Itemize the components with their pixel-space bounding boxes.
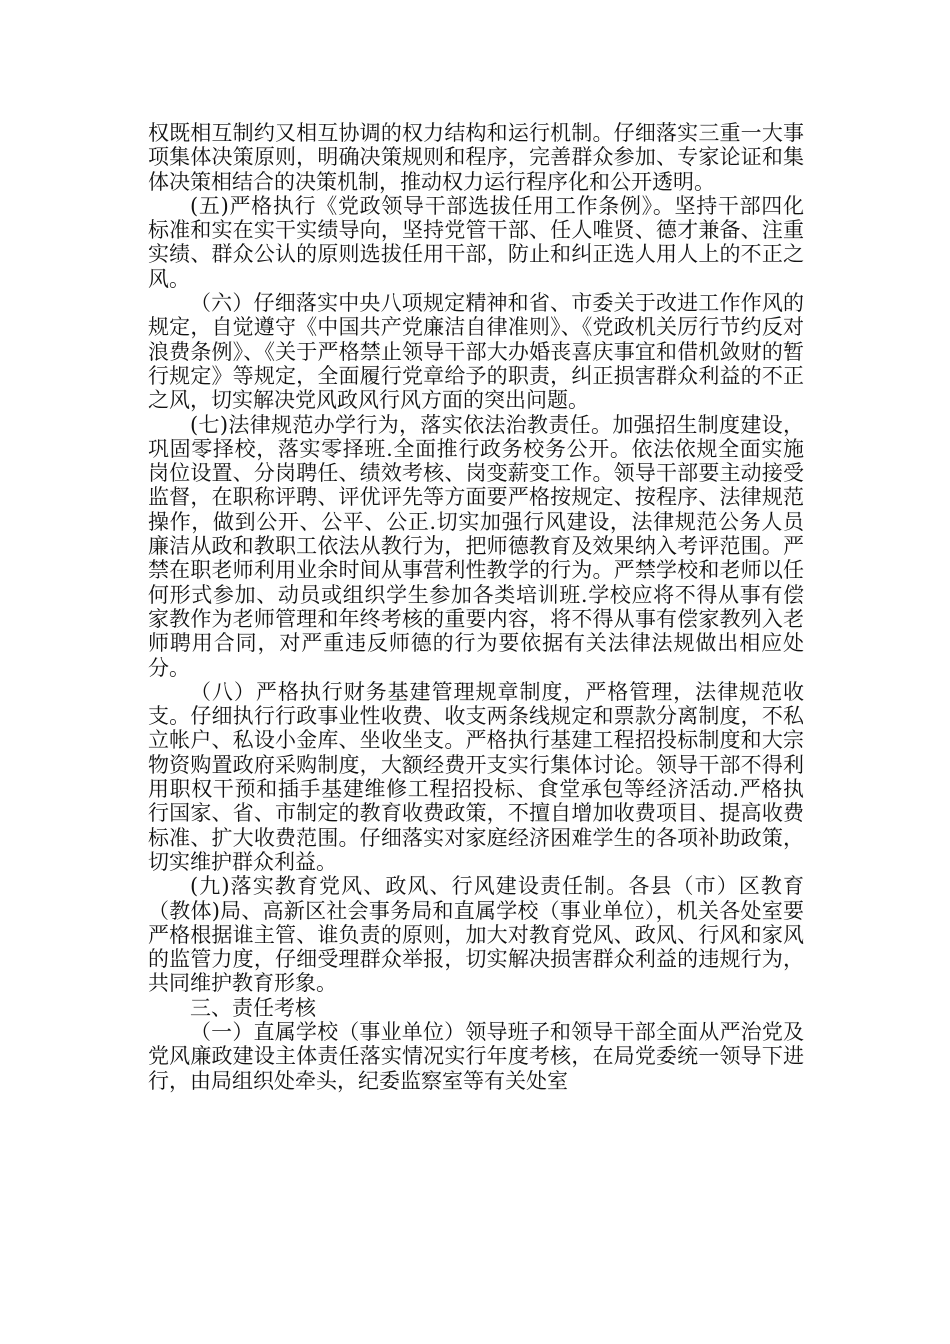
paragraph-power-structure: 权既相互制约又相互协调的权力结构和运行机制。仔细落实三重一大事项集体决策原则，明确决策规则和程序，完善群众参加、专家论证和集体决策相结合的决策机制，推动权力运行程序化和公开透明。 [148, 121, 804, 194]
paragraph-item-9: (九)落实教育党风、政风、行风建设责任制。各县（市）区教育（教体)局、高新区社会事务局和直属学校（事业单位），机关各处室要严格根据谁主管、谁负责的原则，加大对教育党风、政风、行风和家风的监管力度，仔细受理群众举报，切实解决损害群众利益的违规行为，共同维护教育形象。 [148, 874, 804, 996]
paragraph-item-7: (七)法律规范办学行为，落实依法治教责任。加强招生制度建设，巩固零择校，落实零择班.全面推行政务校务公开。依法依规全面实施岗位设置、分岗聘任、绩效考核、岗变薪变工作。领导干部要主动接受监督，在职称评聘、评优评先等方面要严格按规定、按程序、法律规范操作，做到公开、公平、公正.切实加强行风建设，法律规范公务人员廉洁从政和教职工依法从教行为，把师德教育及效果纳入考评范围。严禁在职老师利用业余时间从事营利性教学的行为。严禁学校和老师以任何形式参加、动员或组织学生参加各类培训班.学校应将不得从事有偿家教作为老师管理和年终考核的重要内容，将不得从事有偿家教列入老师聘用合同，对严重违反师德的行为要依据有关法律法规做出相应处分。 [148, 412, 804, 680]
paragraph-assessment-item-1: （一）直属学校（事业单位）领导班子和领导干部全面从严治党及党风廉政建设主体责任落实情况实行年度考核，在局党委统一领导下进行，由局组织处牵头，纪委监察室等有关处室 [148, 1019, 804, 1093]
paragraph-item-8: （八）严格执行财务基建管理规章制度，严格管理，法律规范收支。仔细执行行政事业性收费、收支两条线规定和票款分离制度，不私立帐户、私设小金库、坐收坐支。严格执行基建工程招投标制度和大宗物资购置政府采购制度，大额经费开支实行集体讨论。领导干部不得利用职权干预和插手基建维修工程招投标、食堂承包等经济活动.严格执行国家、省、市制定的教育收费政策，不擅自增加收费项目、提高收费标准、扩大收费范围。仔细落实对家庭经济困难学生的各项补助政策，切实维护群众利益。 [148, 679, 804, 874]
paragraph-item-6: （六）仔细落实中央八项规定精神和省、市委关于改进工作作风的规定，自觉遵守《中国共产党廉洁自律准则》、《党政机关厉行节约反对浪费条例》、《关于严格禁止领导干部大办婚丧喜庆事宜和借机敛财的暂行规定》等规定，全面履行党章给予的职责，纠正损害群众利益的不正之风，切实解决党风政风行风方面的突出问题。 [148, 291, 804, 413]
paragraph-item-5: (五)严格执行《党政领导干部选拔任用工作条例》。坚持干部四化标准和实在实干实绩导向，坚持党管干部、任人唯贤、德才兼备、注重实绩、群众公认的原则选拔任用干部，防止和纠正选人用人上的不正之风。 [148, 193, 804, 291]
document-page [148, 121, 804, 1093]
section-heading-responsibility-assessment: 三、责任考核 [190, 995, 316, 1020]
